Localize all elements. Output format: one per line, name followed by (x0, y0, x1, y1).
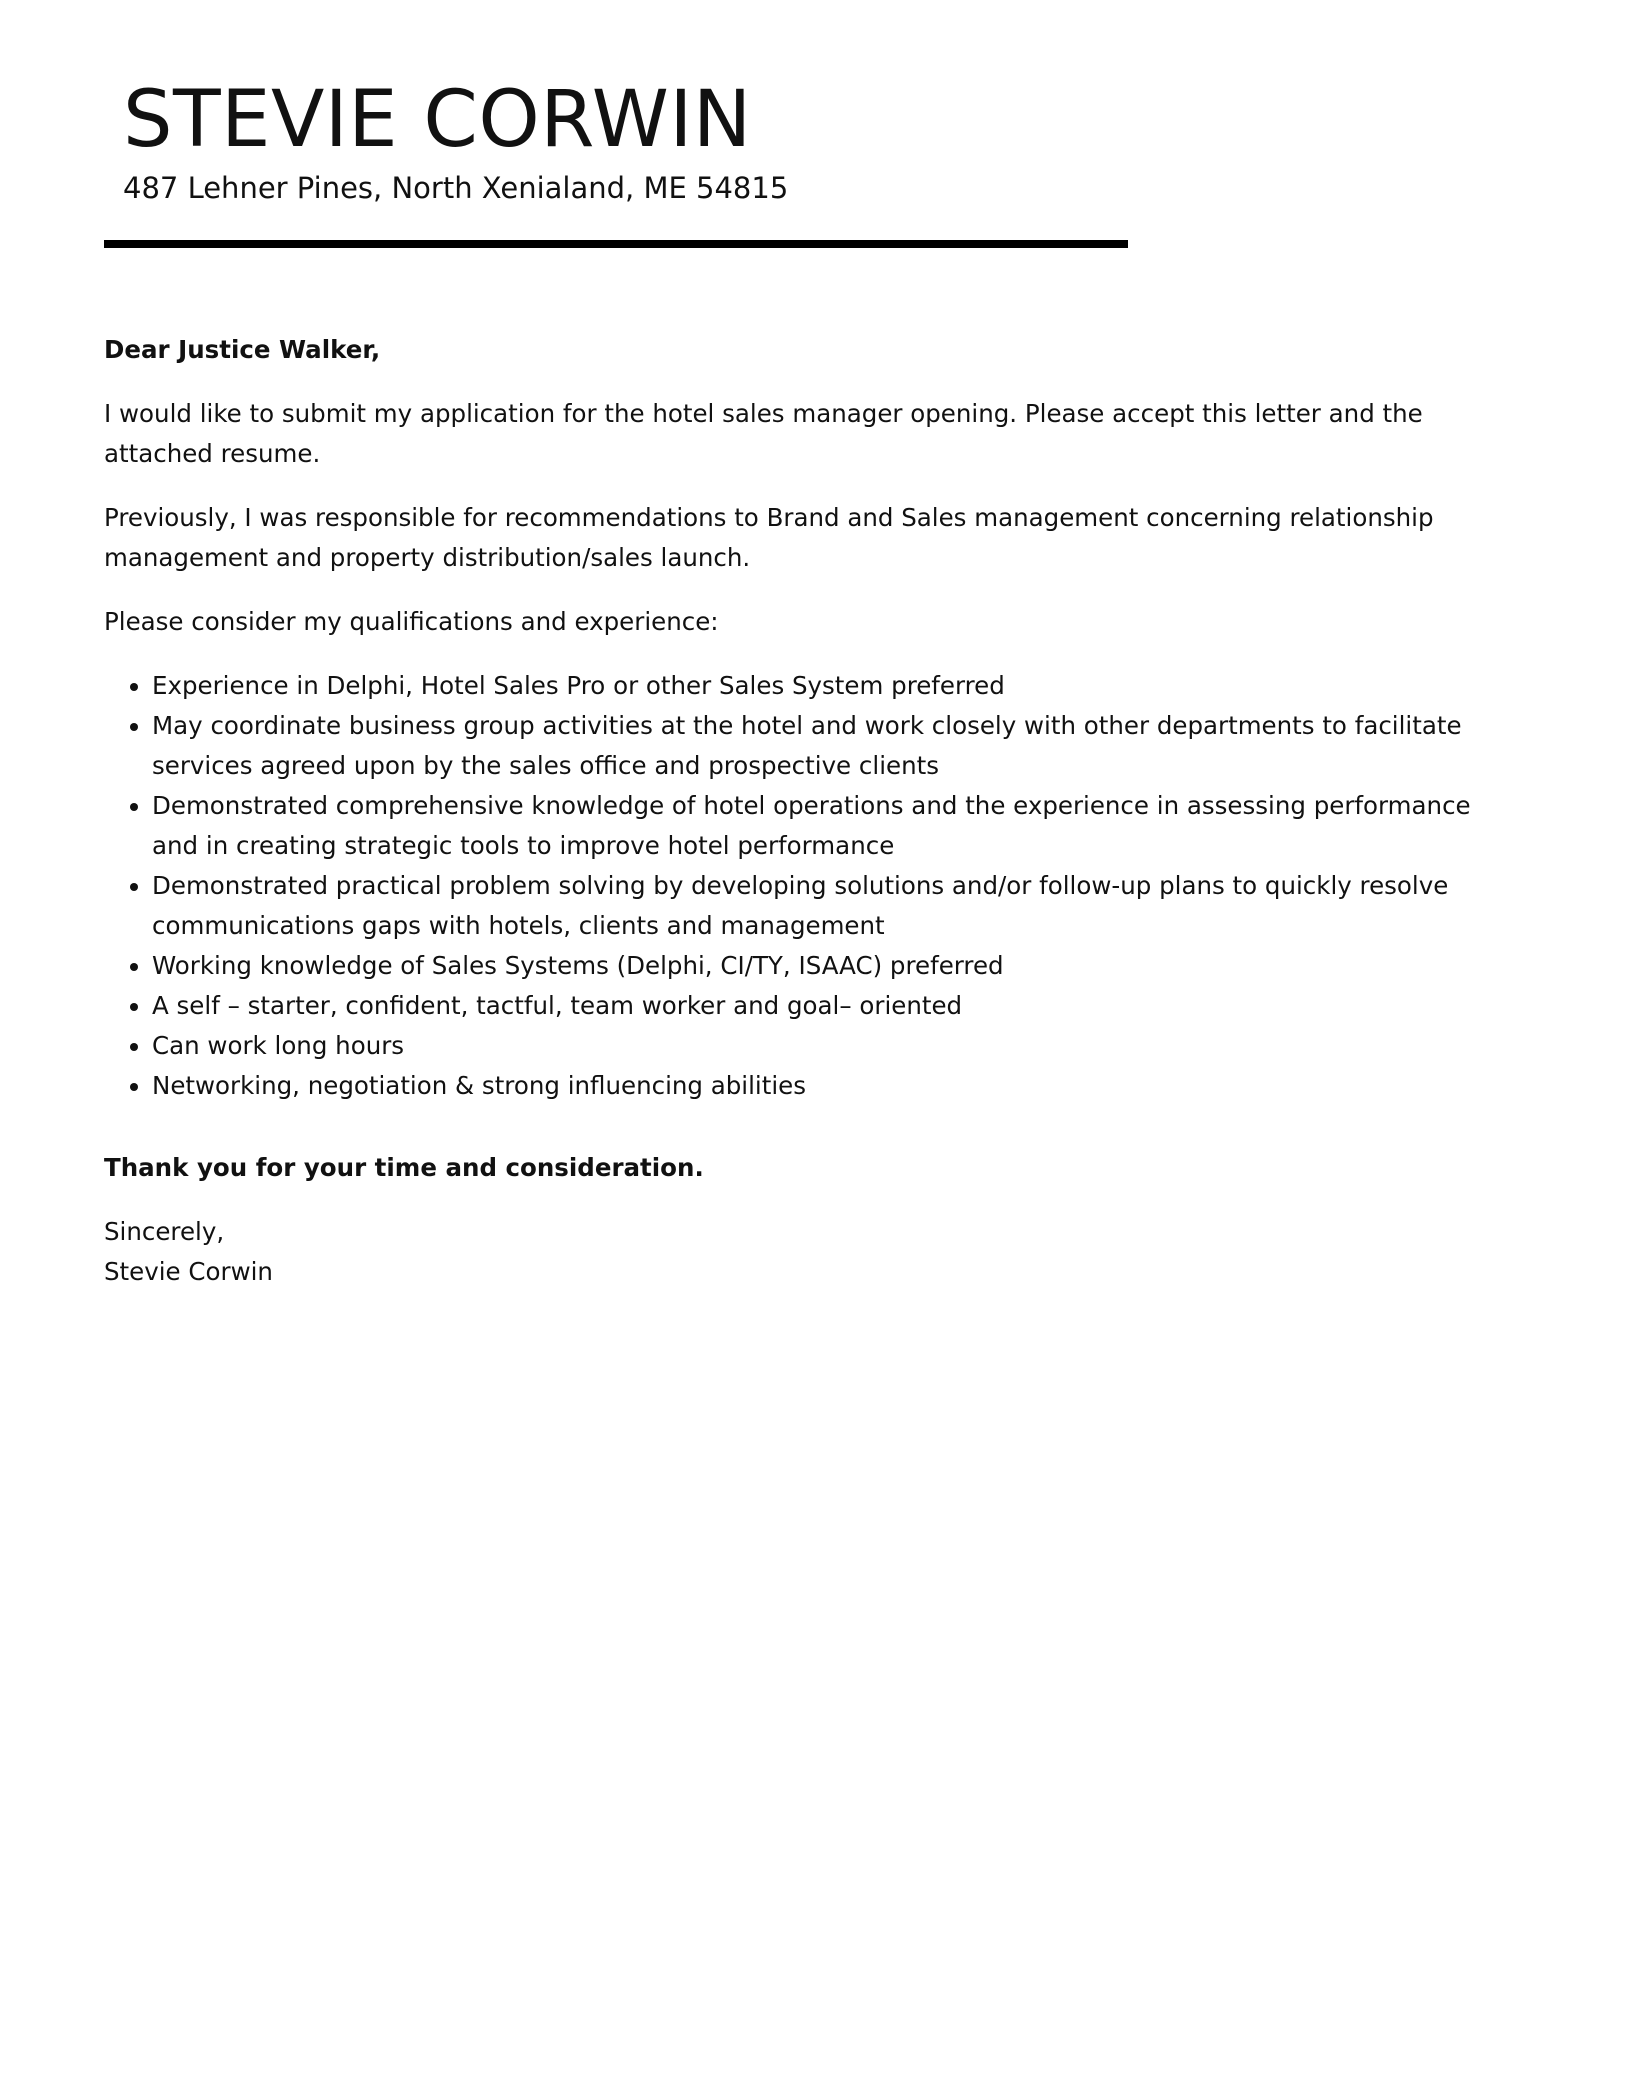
applicant-name: STEVIE CORWIN (123, 75, 752, 165)
list-item: • Experience in Delphi, Hotel Sales Pro or other Sales System preferred (152, 666, 1524, 706)
list-item: • Working knowledge of Sales Systems (Delphi, CI/TY, ISAAC) preferred (152, 946, 1524, 986)
header-divider (104, 240, 1128, 248)
salutation: Dear Justice Walker, (104, 335, 381, 364)
list-item: • May coordinate business group activities at the hotel and work closely with other departments to facilitate services agreed upon by the sales office and prospective clients (152, 706, 1524, 786)
list-item: • Demonstrated practical problem solving by developing solutions and/or follow-up plans to quickly resolve communications gaps with hotels, clients and management (152, 866, 1524, 946)
applicant-address: 487 Lehner Pines, North Xenialand, ME 54815 (123, 171, 789, 205)
signoff: Sincerely, (104, 1217, 225, 1246)
letter-body (104, 330, 1524, 1292)
list-item: • Demonstrated comprehensive knowledge of hotel operations and the experience in assessing performance and in creating strategic tools to improve hotel performance (152, 786, 1524, 866)
signature-name: Stevie Corwin (104, 1257, 273, 1286)
closing-line: Thank you for your time and consideration. (104, 1153, 704, 1182)
qualifications-list (104, 666, 1524, 1106)
list-item: • Networking, negotiation & strong influencing abilities (152, 1066, 1524, 1106)
experience-paragraph: Previously, I was responsible for recommendations to Brand and Sales management concerning relationship management and property distribution/sales launch. (104, 503, 1434, 572)
qualifications-intro: Please consider my qualifications and experience: (104, 607, 719, 636)
list-item: • Can work long hours (152, 1026, 1524, 1066)
intro-paragraph: I would like to submit my application for the hotel sales manager opening. Please accept this letter and the attached resume. (104, 399, 1423, 468)
list-item: • A self – starter, confident, tactful, team worker and goal– oriented (152, 986, 1524, 1026)
